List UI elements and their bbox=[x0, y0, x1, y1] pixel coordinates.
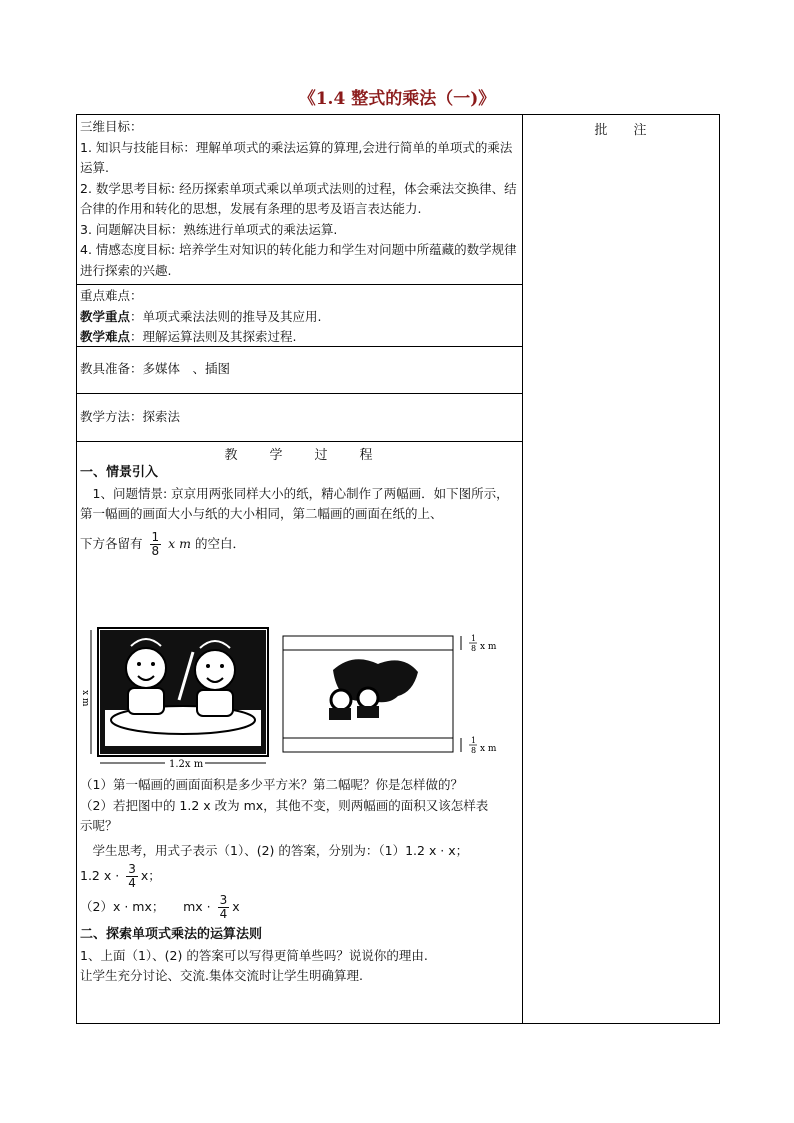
goals-cell bbox=[80, 117, 518, 281]
answer-1: 1.2 x · $\frac{3}{4}$ x； bbox=[80, 862, 161, 890]
document-title: 《1.4 整式的乘法（一)》 bbox=[298, 89, 496, 109]
exploration-paragraph: 1、上面（1）、(2) 的答案可以写得更简单些吗？说说你的理由. bbox=[80, 947, 428, 963]
fraction-one-eighth: $\frac{1}{8}$ bbox=[151, 529, 160, 558]
bottom-margin-label: x m bbox=[480, 744, 497, 754]
row-divider bbox=[77, 441, 522, 442]
difficulty-text: ：理解运算法则及其探索过程. bbox=[130, 329, 297, 344]
annotation-column-header: 批 注 bbox=[594, 123, 647, 138]
section-heading: 一、情景引入 bbox=[80, 465, 159, 480]
student-thinking: 学生思考，用式子表示（1）、(2) 的答案，分别为：（1）1.2 x · x； bbox=[80, 842, 469, 858]
first-width-label: 1.2x m bbox=[169, 759, 204, 770]
exploration-paragraph: 让学生充分讨论、交流.集体交流时让学生明确算理. bbox=[80, 968, 363, 983]
goal-item: 1. 知识与技能目标：理解单项式的乘法运算的算理,会进行简单的单项式的乘法运算. bbox=[80, 139, 513, 175]
answer-2: （2）x · mx； mx · $\frac{3}{4}$ x bbox=[80, 893, 240, 921]
goals-heading: 三维目标： bbox=[80, 119, 143, 134]
scenario-paragraph-end: 下方各留有 $\frac{1}{8}$ x m 的空白． bbox=[80, 529, 246, 558]
goal-item: 2. 数学思考目标: 经历探索单项式乘以单项式法则的过程，体会乘法交换律、结合律的作用和转化的思想，发展有条理的思考及语言表达能力. bbox=[80, 180, 517, 216]
top-margin-fraction-den: 8 bbox=[471, 644, 477, 653]
lesson-table bbox=[76, 114, 720, 1024]
fraction-three-quarters: $\frac{3}{4}$ bbox=[128, 862, 136, 890]
bottom-margin-fraction-num: 1 bbox=[471, 736, 477, 745]
first-painting-image bbox=[100, 630, 266, 754]
goal-item: 3. 问题解决目标：熟练进行单项式的乘法运算. bbox=[80, 221, 338, 237]
focus-label: 教学重点 bbox=[80, 308, 131, 324]
tools-cell: 教具准备：多媒体 、插图 bbox=[80, 361, 231, 376]
question-2-cont: 示呢？ bbox=[80, 818, 118, 833]
method-cell: 教学方法：探索法 bbox=[80, 409, 181, 424]
focus-text: ：单项式乘法法则的推导及其应用. bbox=[130, 308, 322, 324]
fraction-three-quarters: $\frac{3}{4}$ bbox=[219, 893, 228, 921]
goal-item: 4. 情感态度目标: 培养学生对知识的转化能力和学生对问题中所蕴藏的数学规律进行探索的兴趣. bbox=[80, 242, 517, 278]
paintings-figure bbox=[80, 620, 513, 770]
section-heading: 二、探索单项式乘法的运算法则 bbox=[80, 927, 263, 942]
top-margin-label: x m bbox=[480, 642, 497, 652]
process-cell bbox=[80, 463, 518, 558]
bottom-margin-fraction-den: 8 bbox=[471, 746, 477, 755]
first-height-label: x m bbox=[80, 690, 90, 707]
column-divider bbox=[522, 115, 523, 1023]
row-divider bbox=[77, 393, 522, 394]
question-1: （1）第一幅画的画面面积是多少平方米？第二幅呢？你是怎样做的？ bbox=[80, 777, 463, 792]
top-margin-fraction-num: 1 bbox=[471, 634, 477, 643]
difficulty-label: 教学难点 bbox=[80, 329, 131, 344]
row-divider bbox=[77, 284, 522, 285]
row-divider bbox=[77, 346, 522, 347]
key-heading: 重点难点： bbox=[80, 288, 143, 303]
question-2: （2）若把图中的 1.2 x 改为 mx，其他不变，则两幅画的面积又该怎样表 bbox=[80, 797, 489, 813]
process-heading: 教 学 过 程 bbox=[224, 448, 375, 463]
key-points-cell bbox=[80, 286, 518, 348]
scenario-paragraph: 1、问题情景: 京京用两张同样大小的纸，精心制作了两幅画．如下图所示，第一幅画的画面大小与纸的大小相同，第二幅画的画面在纸的上、 bbox=[80, 485, 509, 521]
questions-cell bbox=[80, 775, 518, 987]
